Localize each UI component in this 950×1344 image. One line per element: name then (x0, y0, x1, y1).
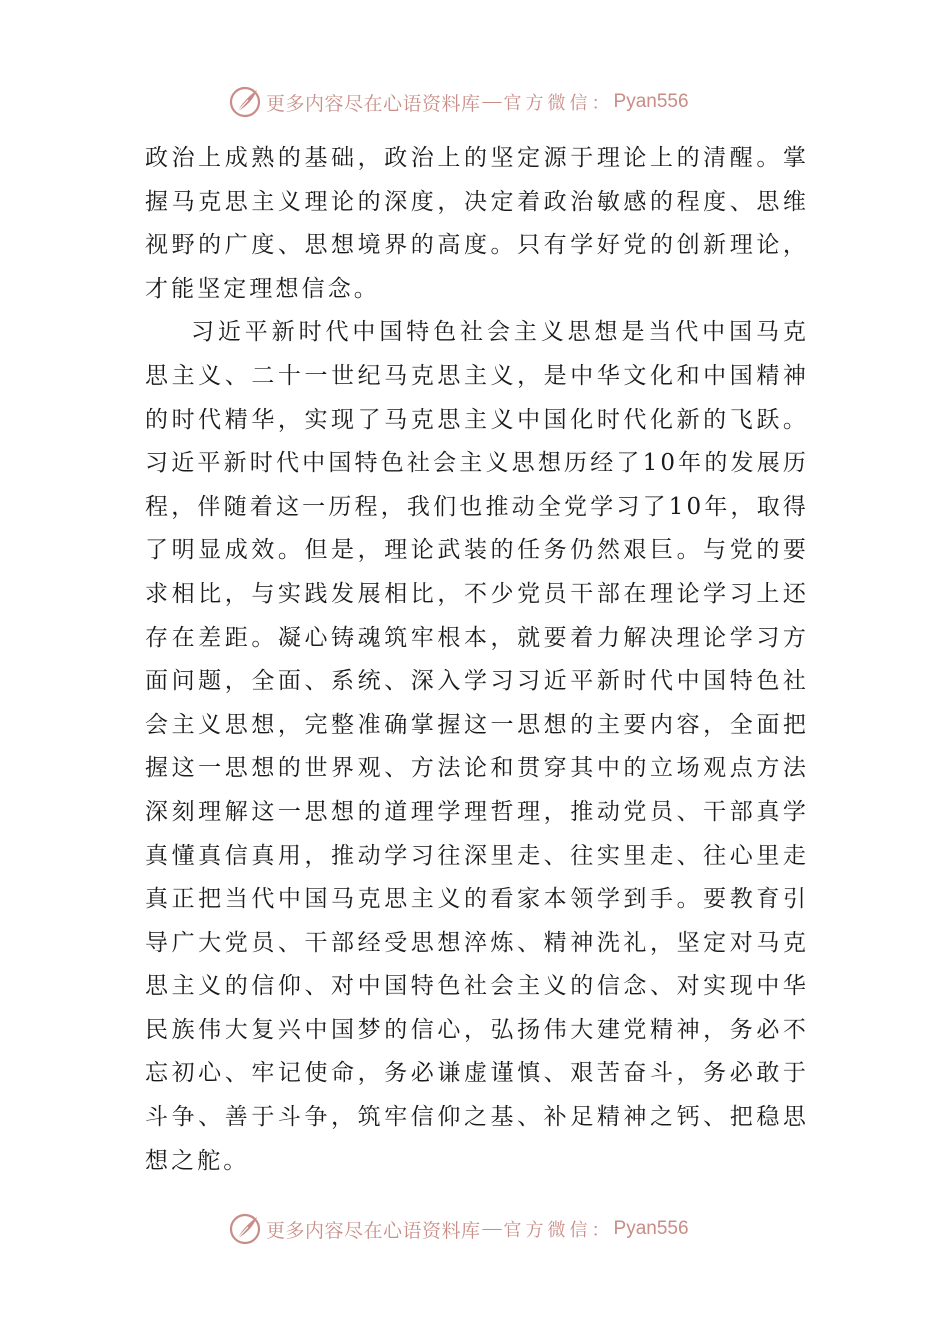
banner-title: 更多内容尽在心语资料库 (266, 92, 481, 115)
paragraph-1: 政治上成熟的基础，政治上的坚定源于理论上的清醒。掌握马克思主义理论的深度，决定着政治敏感的程度、思维视野的广度、思想境界的高度。只有学好党的创新理论，才能坚定理想信念。 (145, 145, 809, 302)
paragraph-2: 习近平新时代中国特色社会主义思想是当代中国马克思主义、二十一世纪马克思主义，是中华文化和中国精神的时代精华，实现了马克思主义中国化时代化新的飞跃。习近平新时代中国特色社会主义思想历经了10年的发展历程，伴随着这一历程，我们也推动全党学习了10年，取得了明显成效。但是，理论武装的任务仍然艰巨。与党的要求相比，与实践发展相比，不少党员干部在理论学习上还存在差距。凝心铸魂筑牢根本，就要着力解决理论学习方面问题，全面、系统、深入学习习近平新时代中国特色社会主义思想，完整准确掌握这一思想的主要内容，全面把握这一思想的世界观、方法论和贯穿其中的立场观点方法深刻理解这一思想的道理学理哲理，推动党员、干部真学真懂真信真用，推动学习往深里走、往实里走、往心里走真正把当代中国马克思主义的看家本领学到手。要教育引导广大党员、干部经受思想淬炼、精神洗礼，坚定对马克思主义的信仰、对中国特色社会主义的信念、对实现中华民族伟大复兴中国梦的信心，弘扬伟大建党精神，务必不忘初心、牢记使命，务必谦虚谨慎、艰苦奋斗，务必敢于斗争、善于斗争，筑牢信仰之基、补足精神之钙、把稳思想之舵。 (145, 319, 809, 1174)
quill-pen-logo-icon (228, 1212, 262, 1246)
quill-pen-logo-icon (228, 85, 262, 119)
footer-banner-wechat-label: 官方微信： (503, 1220, 614, 1241)
footer-banner-wechat-id: Pyan556 (613, 1218, 689, 1239)
banner-wechat-id: Pyan556 (613, 91, 689, 112)
banner-wechat-label: 官方微信： (503, 93, 614, 114)
header-banner (228, 82, 788, 122)
body-text (145, 137, 809, 1183)
banner-dash: — (482, 91, 502, 112)
footer-banner (228, 1209, 788, 1249)
footer-banner-dash: — (482, 1218, 502, 1239)
footer-banner-title: 更多内容尽在心语资料库 (266, 1219, 481, 1242)
